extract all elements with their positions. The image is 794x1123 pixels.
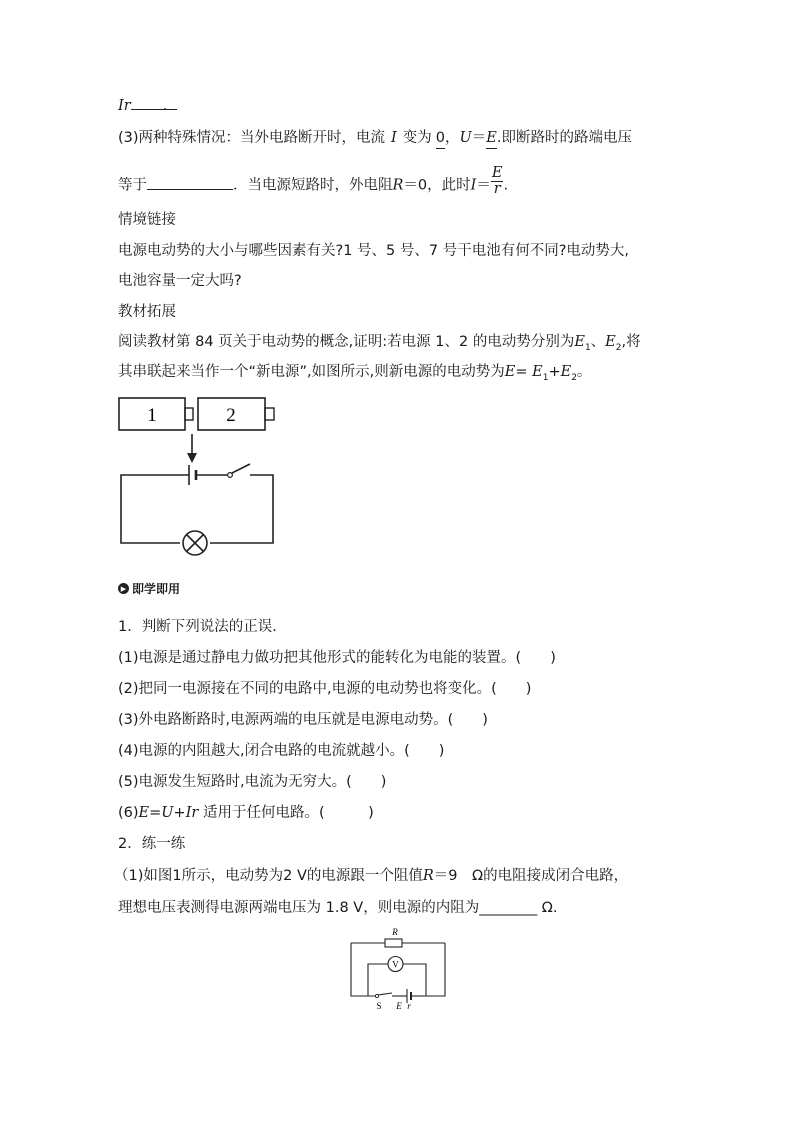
extension-line1: [118, 332, 641, 358]
fraction-e-over-r: [491, 166, 504, 197]
text: =: [149, 805, 162, 821]
text: 等于: [118, 177, 147, 194]
symbol-r: R: [392, 177, 404, 194]
symbol-e2: E: [605, 334, 616, 350]
item3-line1: [118, 128, 632, 149]
q2-title: 2．练一练: [118, 836, 186, 852]
denominator: r: [493, 181, 501, 197]
voltmeter-icon: [388, 957, 403, 972]
switch-icon: [228, 464, 250, 477]
text: （1)如图1所示，电动势为2 V的电源跟一个阻值: [114, 868, 423, 884]
practice-tag: [118, 580, 180, 597]
play-icon: ▶: [118, 583, 129, 594]
symbol-i: I: [391, 130, 397, 146]
q2-line2: [118, 898, 558, 918]
text: 理想电压表测得电源两端电压为 1.8 V，则电源的内阻为: [118, 900, 480, 916]
symbol-e1: E: [574, 334, 585, 350]
q2-line1: [114, 866, 628, 886]
symbol-u: U: [161, 805, 174, 821]
lamp-icon: [183, 531, 207, 555]
series-battery-figure: [110, 393, 290, 563]
emf-label: E: [396, 1001, 402, 1011]
subscript: 1: [542, 372, 549, 383]
subscript: 2: [615, 342, 622, 353]
text: .即断路时的路端电压: [496, 130, 632, 146]
text: 其串联起来当作一个“新电源”,如图所示,则新电源的电动势为: [118, 364, 505, 380]
text: Ω.: [537, 900, 558, 916]
text: ＝0，此时: [403, 177, 471, 194]
text: 。: [576, 364, 592, 380]
battery-2: [198, 398, 274, 430]
text: 阅读教材第 84 页关于电动势的概念,证明:若电源 1、2 的电动势分别为: [118, 334, 575, 350]
symbol-r: R: [422, 868, 434, 884]
text: ＝: [476, 177, 491, 194]
symbol-e2: E: [560, 364, 572, 380]
symbol-e1: E: [532, 364, 543, 380]
resistor-icon: [385, 939, 402, 947]
practice-label: 即学即用: [132, 582, 181, 596]
answer-e: E: [486, 128, 497, 149]
internal-resistance-label: r: [407, 1001, 411, 1011]
voltmeter-label: V: [392, 959, 399, 970]
text: ＝: [471, 130, 487, 146]
battery-1-label: 1: [147, 405, 157, 426]
q1-item-6[interactable]: [118, 803, 374, 823]
text: (6): [118, 805, 139, 821]
circuit: [121, 464, 273, 555]
q1-item-2[interactable]: (2)把同一电源接在不同的电路中,电源的电动势也将变化。( ): [118, 681, 532, 697]
text: 、: [590, 334, 606, 350]
answer-blank[interactable]: ________: [479, 900, 538, 916]
text: (3)两种特殊情况：当外电路断开时，电流: [118, 130, 386, 146]
q1-item-1[interactable]: (1)电源是通过静电力做功把其他形式的能转化为电能的装置。( ): [118, 650, 556, 666]
figure-2-circuit: [340, 924, 460, 1012]
text: ．当电源短路时，外电阻: [233, 177, 393, 194]
answer-line-ir: [118, 96, 187, 116]
context-line2: 电池容量一定大吗?: [118, 273, 242, 289]
text: 变为: [402, 130, 432, 146]
symbol-e: E: [138, 805, 150, 821]
fill-blank-tail: [167, 109, 177, 110]
switch-icon: [375, 993, 392, 998]
context-heading: 情境链接: [118, 212, 176, 228]
extension-line2: [118, 362, 591, 388]
ir-symbol: Ir: [118, 98, 131, 114]
arrow-down-icon: [187, 434, 197, 463]
text: =: [515, 364, 533, 380]
text: ，: [445, 130, 460, 146]
period: .: [162, 98, 168, 114]
extension-heading: 教材拓展: [118, 304, 176, 320]
numerator: E: [491, 165, 503, 181]
symbol-i: I: [470, 177, 477, 194]
text: .: [503, 177, 509, 194]
item3-line2: [118, 165, 509, 201]
symbol-e: E: [504, 364, 516, 380]
subscript: 1: [584, 342, 591, 353]
q1-title: 1．判断下列说法的正误．: [118, 619, 287, 635]
context-line1: 电源电动势的大小与哪些因素有关?1 号、5 号、7 号干电池有何不同?电动势大,: [118, 243, 630, 259]
symbol-ir: Ir: [185, 805, 199, 821]
text: +: [173, 805, 186, 821]
text: +: [548, 364, 561, 380]
q1-item-4[interactable]: (4)电源的内阻越大,闭合电路的电流就越小。( ): [118, 743, 445, 759]
switch-label: S: [376, 1001, 382, 1011]
fill-blank[interactable]: [147, 189, 233, 190]
battery-2-label: 2: [226, 405, 236, 426]
battery-1: [119, 398, 193, 430]
subscript: 2: [571, 372, 577, 383]
answer-zero: 0: [436, 128, 445, 149]
q1-item-5[interactable]: (5)电源发生短路时,电流为无穷大。( ): [118, 774, 387, 790]
text: ＝9 Ω的电阻接成闭合电路，: [433, 868, 629, 884]
resistor-label: R: [392, 927, 398, 937]
symbol-u: U: [459, 130, 472, 146]
text: ,将: [621, 334, 641, 350]
text: 适用于任何电路。( ): [198, 805, 374, 821]
q1-item-3[interactable]: (3)外电路断路时,电源两端的电压就是电源电动势。( ): [118, 712, 488, 728]
